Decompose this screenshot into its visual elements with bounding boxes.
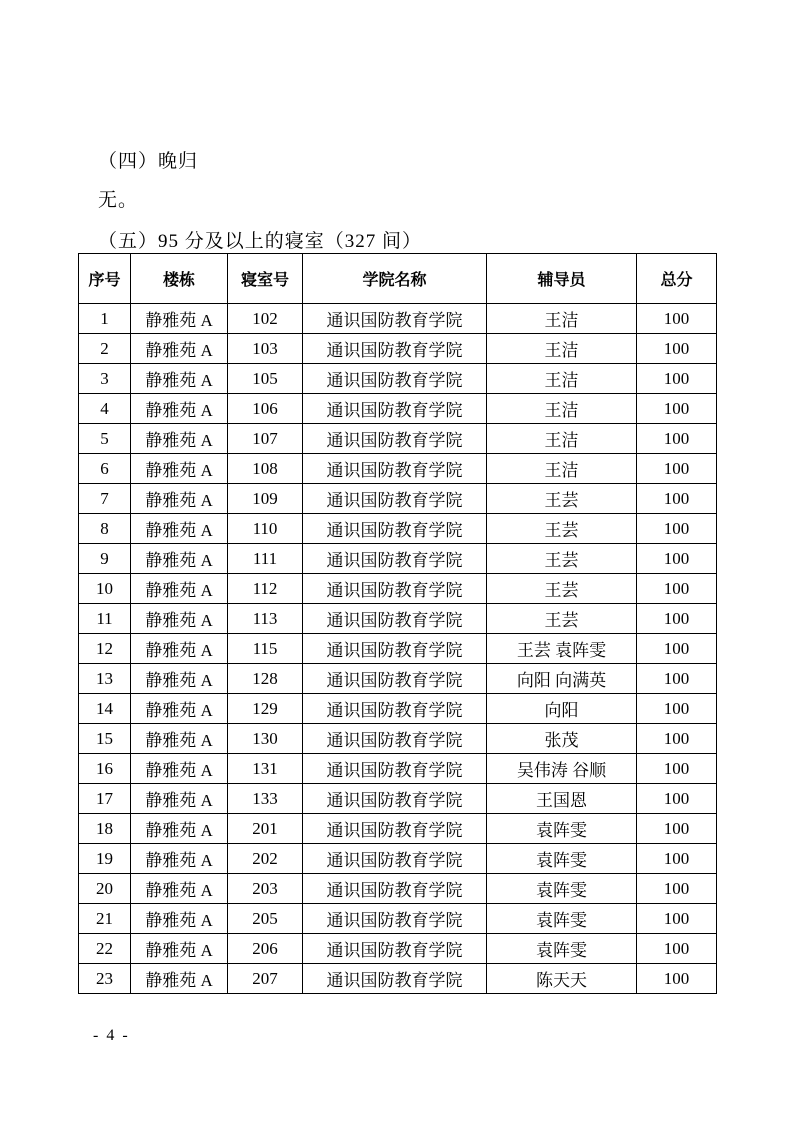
- cell-building: 静雅苑 A: [131, 394, 228, 424]
- cell-total-score: 100: [637, 514, 717, 544]
- cell-college-name: 通识国防教育学院: [303, 394, 487, 424]
- table-row: [79, 844, 717, 874]
- cell-total-score: 100: [637, 304, 717, 334]
- cell-counselor: 向阳 向满英: [487, 664, 637, 694]
- cell-counselor: 袁阵雯: [487, 844, 637, 874]
- cell-college-name: 通识国防教育学院: [303, 634, 487, 664]
- cell-college-name: 通识国防教育学院: [303, 754, 487, 784]
- cell-college-name: 通识国防教育学院: [303, 814, 487, 844]
- cell-counselor: 王洁: [487, 454, 637, 484]
- cell-building: 静雅苑 A: [131, 574, 228, 604]
- dorm-score-table: [78, 253, 717, 994]
- cell-index: 23: [79, 964, 131, 994]
- cell-building: 静雅苑 A: [131, 604, 228, 634]
- cell-building: 静雅苑 A: [131, 544, 228, 574]
- cell-total-score: 100: [637, 814, 717, 844]
- cell-index: 2: [79, 334, 131, 364]
- cell-building: 静雅苑 A: [131, 904, 228, 934]
- table-row: [79, 874, 717, 904]
- table-row: [79, 574, 717, 604]
- cell-total-score: 100: [637, 904, 717, 934]
- cell-index: 20: [79, 874, 131, 904]
- cell-college-name: 通识国防教育学院: [303, 604, 487, 634]
- cell-college-name: 通识国防教育学院: [303, 694, 487, 724]
- cell-college-name: 通识国防教育学院: [303, 784, 487, 814]
- cell-building: 静雅苑 A: [131, 514, 228, 544]
- cell-building: 静雅苑 A: [131, 364, 228, 394]
- table-row: [79, 514, 717, 544]
- cell-college-name: 通识国防教育学院: [303, 544, 487, 574]
- cell-building: 静雅苑 A: [131, 874, 228, 904]
- table-row: [79, 784, 717, 814]
- cell-index: 22: [79, 934, 131, 964]
- cell-college-name: 通识国防教育学院: [303, 364, 487, 394]
- cell-room-number: 203: [228, 874, 303, 904]
- table-row: [79, 364, 717, 394]
- cell-total-score: 100: [637, 634, 717, 664]
- cell-room-number: 133: [228, 784, 303, 814]
- cell-room-number: 130: [228, 724, 303, 754]
- cell-building: 静雅苑 A: [131, 964, 228, 994]
- cell-total-score: 100: [637, 424, 717, 454]
- cell-index: 17: [79, 784, 131, 814]
- cell-index: 8: [79, 514, 131, 544]
- cell-college-name: 通识国防教育学院: [303, 664, 487, 694]
- table-row: [79, 664, 717, 694]
- cell-room-number: 129: [228, 694, 303, 724]
- cell-index: 14: [79, 694, 131, 724]
- cell-total-score: 100: [637, 784, 717, 814]
- cell-total-score: 100: [637, 454, 717, 484]
- cell-building: 静雅苑 A: [131, 334, 228, 364]
- cell-total-score: 100: [637, 844, 717, 874]
- table-header: [79, 254, 717, 304]
- cell-building: 静雅苑 A: [131, 304, 228, 334]
- cell-counselor: 王芸 袁阵雯: [487, 634, 637, 664]
- cell-total-score: 100: [637, 694, 717, 724]
- cell-total-score: 100: [637, 754, 717, 784]
- cell-counselor: 张茂: [487, 724, 637, 754]
- cell-building: 静雅苑 A: [131, 664, 228, 694]
- cell-building: 静雅苑 A: [131, 844, 228, 874]
- cell-building: 静雅苑 A: [131, 424, 228, 454]
- cell-counselor: 王洁: [487, 304, 637, 334]
- cell-building: 静雅苑 A: [131, 754, 228, 784]
- cell-counselor: 陈天天: [487, 964, 637, 994]
- cell-room-number: 202: [228, 844, 303, 874]
- cell-college-name: 通识国防教育学院: [303, 964, 487, 994]
- cell-college-name: 通识国防教育学院: [303, 304, 487, 334]
- cell-college-name: 通识国防教育学院: [303, 424, 487, 454]
- cell-total-score: 100: [637, 874, 717, 904]
- cell-building: 静雅苑 A: [131, 454, 228, 484]
- cell-room-number: 201: [228, 814, 303, 844]
- cell-index: 7: [79, 484, 131, 514]
- cell-counselor: 王国恩: [487, 784, 637, 814]
- cell-counselor: 袁阵雯: [487, 904, 637, 934]
- cell-counselor: 向阳: [487, 694, 637, 724]
- cell-room-number: 112: [228, 574, 303, 604]
- cell-index: 12: [79, 634, 131, 664]
- cell-room-number: 113: [228, 604, 303, 634]
- cell-college-name: 通识国防教育学院: [303, 904, 487, 934]
- cell-building: 静雅苑 A: [131, 784, 228, 814]
- table-row: [79, 934, 717, 964]
- cell-counselor: 王芸: [487, 484, 637, 514]
- cell-room-number: 105: [228, 364, 303, 394]
- cell-room-number: 102: [228, 304, 303, 334]
- table-row: [79, 454, 717, 484]
- table-row: [79, 964, 717, 994]
- cell-counselor: 王芸: [487, 514, 637, 544]
- cell-room-number: 205: [228, 904, 303, 934]
- table-row: [79, 814, 717, 844]
- cell-building: 静雅苑 A: [131, 634, 228, 664]
- cell-room-number: 103: [228, 334, 303, 364]
- section-content-none: 无。: [98, 190, 139, 211]
- table-row: [79, 754, 717, 784]
- header-total-score: 总分: [637, 254, 717, 304]
- table-row: [79, 424, 717, 454]
- cell-building: 静雅苑 A: [131, 934, 228, 964]
- cell-total-score: 100: [637, 604, 717, 634]
- cell-total-score: 100: [637, 544, 717, 574]
- cell-total-score: 100: [637, 574, 717, 604]
- cell-college-name: 通识国防教育学院: [303, 454, 487, 484]
- table-row: [79, 634, 717, 664]
- cell-college-name: 通识国防教育学院: [303, 934, 487, 964]
- cell-index: 11: [79, 604, 131, 634]
- cell-college-name: 通识国防教育学院: [303, 484, 487, 514]
- table-body: [79, 304, 717, 994]
- cell-index: 15: [79, 724, 131, 754]
- cell-index: 13: [79, 664, 131, 694]
- cell-total-score: 100: [637, 964, 717, 994]
- cell-index: 9: [79, 544, 131, 574]
- cell-college-name: 通识国防教育学院: [303, 874, 487, 904]
- cell-total-score: 100: [637, 394, 717, 424]
- cell-building: 静雅苑 A: [131, 814, 228, 844]
- cell-index: 1: [79, 304, 131, 334]
- cell-room-number: 110: [228, 514, 303, 544]
- cell-index: 4: [79, 394, 131, 424]
- header-counselor: 辅导员: [487, 254, 637, 304]
- section-heading-late-return: （四）晚归: [98, 151, 199, 172]
- table-row: [79, 334, 717, 364]
- cell-room-number: 107: [228, 424, 303, 454]
- cell-room-number: 111: [228, 544, 303, 574]
- cell-room-number: 131: [228, 754, 303, 784]
- cell-room-number: 106: [228, 394, 303, 424]
- cell-index: 16: [79, 754, 131, 784]
- cell-index: 18: [79, 814, 131, 844]
- cell-index: 3: [79, 364, 131, 394]
- cell-building: 静雅苑 A: [131, 694, 228, 724]
- table-row: [79, 484, 717, 514]
- cell-counselor: 吴伟涛 谷顺: [487, 754, 637, 784]
- cell-counselor: 王芸: [487, 574, 637, 604]
- cell-index: 19: [79, 844, 131, 874]
- cell-building: 静雅苑 A: [131, 484, 228, 514]
- cell-total-score: 100: [637, 934, 717, 964]
- table-row: [79, 604, 717, 634]
- cell-room-number: 115: [228, 634, 303, 664]
- cell-room-number: 128: [228, 664, 303, 694]
- cell-total-score: 100: [637, 364, 717, 394]
- cell-counselor: 袁阵雯: [487, 874, 637, 904]
- header-building: 楼栋: [131, 254, 228, 304]
- cell-index: 5: [79, 424, 131, 454]
- cell-index: 21: [79, 904, 131, 934]
- header-room-number: 寝室号: [228, 254, 303, 304]
- cell-room-number: 109: [228, 484, 303, 514]
- cell-total-score: 100: [637, 664, 717, 694]
- cell-total-score: 100: [637, 724, 717, 754]
- cell-room-number: 108: [228, 454, 303, 484]
- cell-college-name: 通识国防教育学院: [303, 844, 487, 874]
- table-row: [79, 904, 717, 934]
- cell-room-number: 206: [228, 934, 303, 964]
- table-header-row: [79, 254, 717, 304]
- cell-counselor: 王洁: [487, 394, 637, 424]
- cell-index: 6: [79, 454, 131, 484]
- cell-college-name: 通识国防教育学院: [303, 334, 487, 364]
- cell-index: 10: [79, 574, 131, 604]
- cell-total-score: 100: [637, 334, 717, 364]
- cell-total-score: 100: [637, 484, 717, 514]
- section-heading-high-score-dorms: （五）95 分及以上的寝室（327 间）: [98, 231, 423, 252]
- cell-counselor: 王洁: [487, 364, 637, 394]
- table-row: [79, 694, 717, 724]
- cell-counselor: 王洁: [487, 424, 637, 454]
- header-index: 序号: [79, 254, 131, 304]
- table-row: [79, 544, 717, 574]
- cell-counselor: 袁阵雯: [487, 814, 637, 844]
- cell-college-name: 通识国防教育学院: [303, 514, 487, 544]
- cell-counselor: 王芸: [487, 544, 637, 574]
- cell-building: 静雅苑 A: [131, 724, 228, 754]
- table-row: [79, 394, 717, 424]
- header-college-name: 学院名称: [303, 254, 487, 304]
- cell-room-number: 207: [228, 964, 303, 994]
- cell-counselor: 王芸: [487, 604, 637, 634]
- table-row: [79, 724, 717, 754]
- table-row: [79, 304, 717, 334]
- page-number: - 4 -: [93, 1027, 130, 1044]
- cell-college-name: 通识国防教育学院: [303, 574, 487, 604]
- cell-college-name: 通识国防教育学院: [303, 724, 487, 754]
- cell-counselor: 袁阵雯: [487, 934, 637, 964]
- cell-counselor: 王洁: [487, 334, 637, 364]
